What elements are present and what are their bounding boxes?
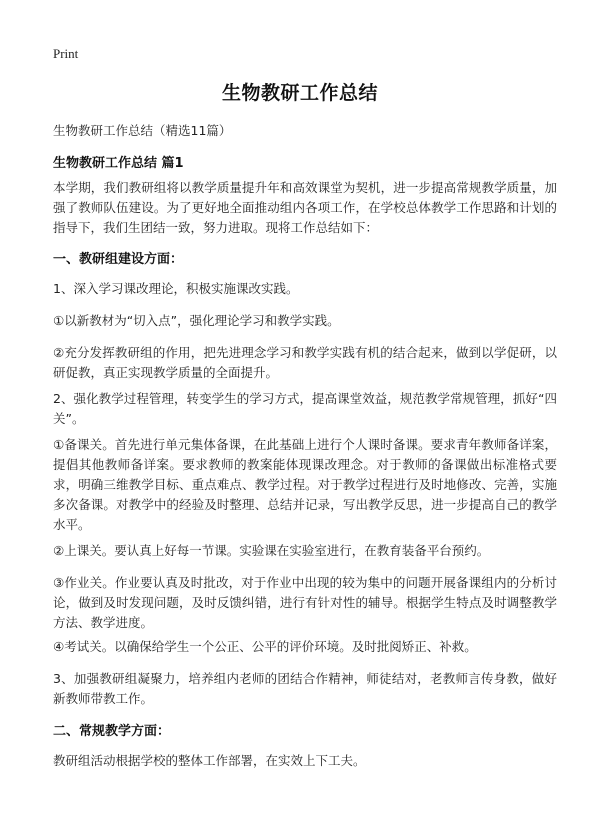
s1-item3: 3、加强教研组凝聚力，培养组内老师的团结合作精神，师徒结对，老教师言传身教，做好新教师带教工作。	[53, 671, 557, 706]
section2-heading: 二、常规教学方面：	[53, 724, 171, 739]
s1-item1: 1、深入学习课改理论，积极实施课改实践。	[53, 281, 299, 296]
article-heading: 生物教研工作总结 篇1	[53, 156, 184, 171]
s1-item2: 2、强化教学过程管理，转变学生的学习方式，提高课堂效益，规范教学常规管理，抓好“四关”。	[53, 391, 557, 426]
s1-item2-d: ④考试关。以确保给学生一个公正、公平的评价环境。及时批阅矫正、补救。	[53, 639, 477, 654]
section1-heading: 一、教研组建设方面：	[53, 252, 184, 267]
document-subtitle: 生物教研工作总结（精选11篇）	[53, 123, 232, 138]
print-link[interactable]: Print	[53, 46, 79, 61]
s1-item1-a: ①以新教材为“切入点”，强化理论学习和教学实践。	[53, 313, 340, 328]
s1-item2-b: ②上课关。要认真上好每一节课。实验课在实验室进行，在教育装备平台预约。	[53, 543, 490, 558]
s1-item2-c: ③作业关。作业要认真及时批改，对于作业中出现的较为集中的问题开展备课组内的分析讨论，做到及时发现问题，及时反馈纠错，进行有针对性的辅导。根据学生特点及时调整教学方法、教学进度。	[53, 575, 557, 630]
s1-item2-a: ①备课关。首先进行单元集体备课，在此基础上进行个人课时备课。要求青年教师备详案，提倡其他教师备详案。要求教师的教案能体现课改理念。对于教师的备课做出标准格式要求，明确三维教学目标、重点难点、教学过程。对于教学过程进行及时地修改、完善，实施多次备课。对教学中的经验及时整理、总结并记录，写出教学反思，进一步提高自己的教学水平。	[53, 437, 557, 532]
s2-item1: 教研组活动根据学校的整体工作部署，在实效上下工夫。	[53, 753, 366, 768]
intro-paragraph: 本学期，我们教研组将以教学质量提升年和高效课堂为契机，进一步提高常规教学质量，加强了教师队伍建设。为了更好地全面推动组内各项工作，在学校总体教学工作思路和计划的指导下，我们生团结一致，努力进取。现将工作总结如下：	[53, 180, 557, 235]
page-title: 生物教研工作总结	[221, 82, 378, 104]
s1-item1-b: ②充分发挥教研组的作用，把先进理念学习和教学实践有机的结合起来，做到以学促研，以研促教，真正实现教学质量的全面提升。	[53, 345, 557, 380]
